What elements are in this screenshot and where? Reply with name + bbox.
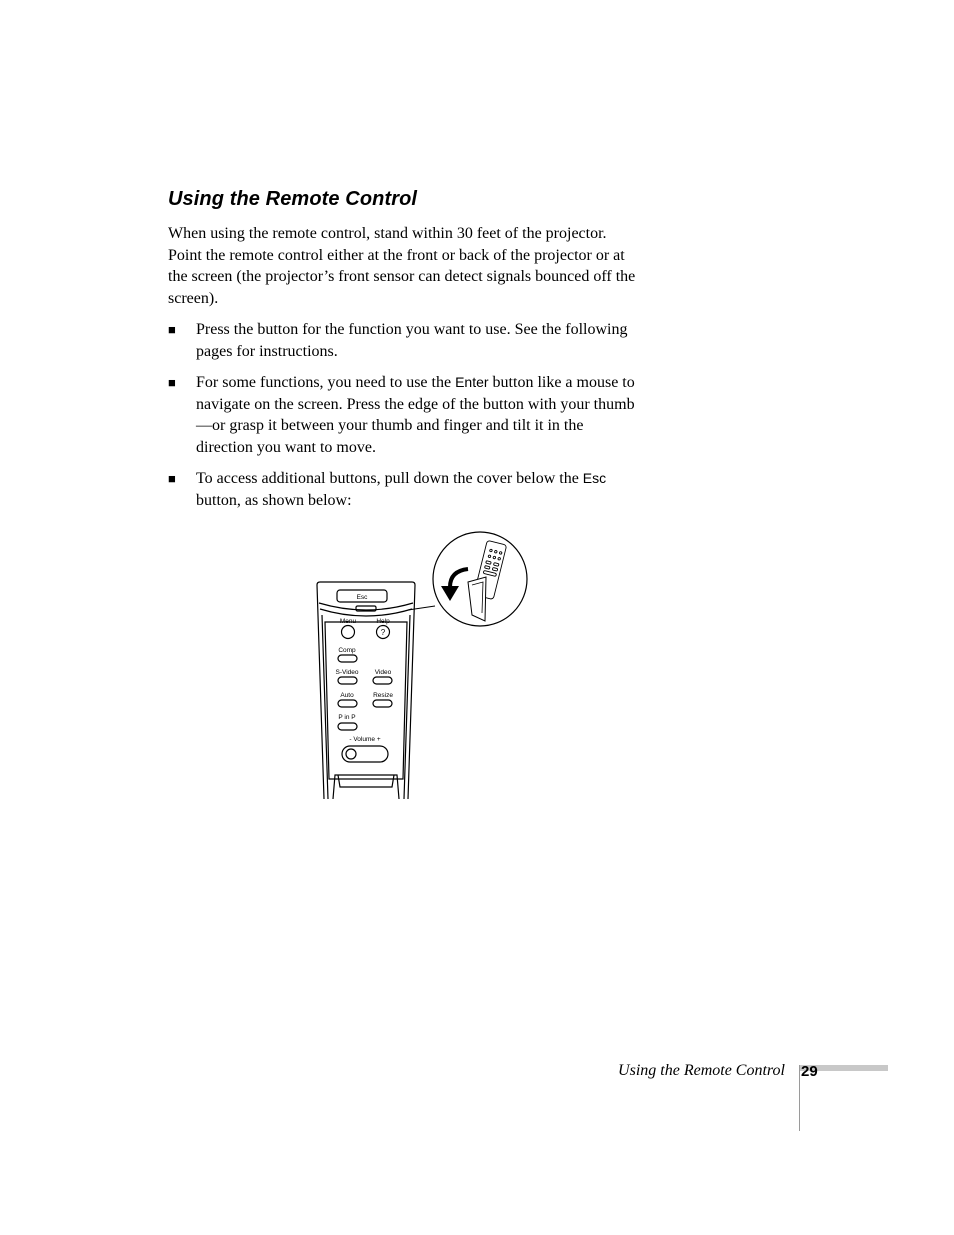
- esc-key-label: Esc: [582, 470, 607, 486]
- remote-body-outline: [317, 582, 415, 799]
- intro-paragraph: When using the remote control, stand within 30 feet of the projector. Point the remote control either at the front or back of the projector or at the screen (the projector’s front sensor can detect signals bounced off the screen).: [168, 225, 636, 308]
- svideo-button-label: S-Video: [335, 669, 359, 676]
- bullet-square-icon: ■: [168, 471, 176, 486]
- resize-button-shape: [373, 700, 392, 707]
- auto-button-label: Auto: [340, 692, 354, 699]
- cover-detail-inset: [433, 532, 527, 626]
- list-item: [168, 372, 636, 459]
- volume-label: - Volume +: [349, 736, 381, 743]
- auto-button-shape: [338, 700, 357, 707]
- list-item-text-end: button like a mouse to navigate on the screen. Press the edge of the button with your thumb—or grasp it between your thumb and finger and tilt it in the direction you want to move.: [196, 373, 635, 456]
- esc-button-label: Esc: [356, 594, 368, 601]
- resize-button-label: Resize: [373, 692, 393, 699]
- list-item-text-start: For some functions, you need to use the: [196, 373, 456, 391]
- bullet-square-icon: ■: [168, 374, 176, 390]
- list-item-text-start: To access additional buttons, pull down the cover below the: [196, 470, 583, 487]
- help-button-label: Help: [376, 618, 390, 625]
- video-button-shape: [373, 677, 392, 684]
- enter-key-label: Enter: [455, 373, 489, 390]
- section-heading: Using the Remote Control: [168, 188, 418, 210]
- svideo-button-shape: [338, 677, 357, 684]
- menu-button-shape: [342, 626, 355, 639]
- running-footer-title: Using the Remote Control: [618, 1062, 785, 1079]
- list-item: [168, 468, 636, 511]
- list-item-text: Press the button for the function you want to use. See the following pages for instructions.: [196, 321, 628, 360]
- bullet-square-icon: ■: [168, 322, 176, 337]
- video-button-label: Video: [374, 669, 392, 676]
- menu-button-label: Menu: [339, 618, 357, 625]
- footer-divider: [799, 1065, 800, 1131]
- remote-panel-outline: [325, 622, 407, 779]
- volume-rocker-shape: [342, 746, 388, 762]
- list-item-text-end: button, as shown below:: [196, 491, 352, 509]
- instruction-list: [168, 319, 636, 521]
- pinp-button-shape: [338, 723, 357, 730]
- remote-control-illustration: [300, 525, 540, 805]
- page-number: 29: [801, 1063, 818, 1080]
- help-question-icon: ?: [380, 628, 386, 637]
- pinp-button-label: P in P: [338, 714, 356, 721]
- list-item: [168, 319, 636, 362]
- comp-button-shape: [338, 655, 357, 662]
- comp-button-label: Comp: [338, 647, 356, 654]
